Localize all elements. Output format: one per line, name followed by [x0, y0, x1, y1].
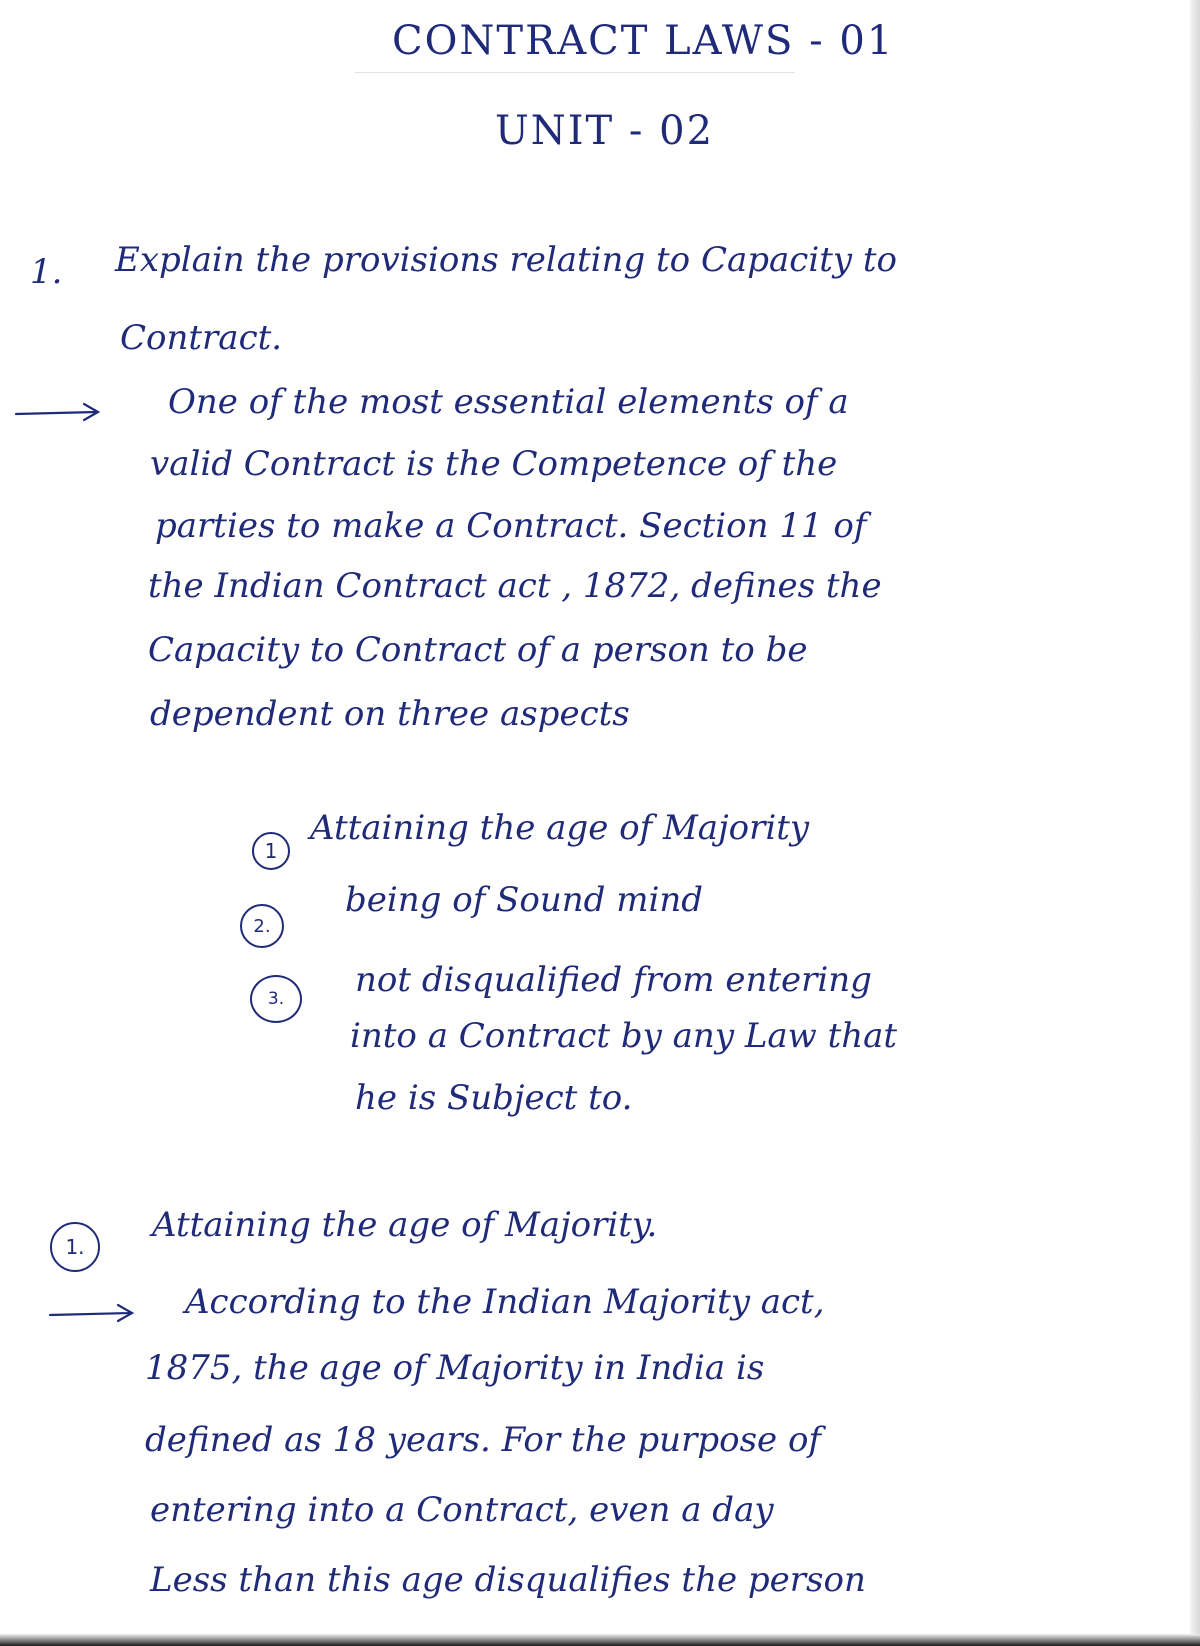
aspect-3-line-2: into a Contract by any Law that [350, 1016, 898, 1056]
page-title: CONTRACT LAWS - 01 [392, 18, 895, 64]
section-1-line-4: entering into a Contract, even a day [150, 1490, 774, 1530]
answer-arrow-icon [14, 400, 104, 424]
page-bottom-shadow [0, 1634, 1200, 1646]
question-line-2: Contract. [120, 318, 283, 358]
section-1-line-1: According to the Indian Majority act, [185, 1282, 825, 1322]
title-divider [355, 72, 795, 73]
section-arrow-icon [48, 1302, 138, 1326]
section-1-line-3: defined as 18 years. For the purpose of [145, 1420, 821, 1460]
aspect-marker-3: 3. [250, 975, 302, 1023]
aspect-marker-2: 2. [240, 904, 284, 948]
answer-line-1: One of the most essential elements of a [168, 382, 849, 422]
page-edge-shadow [1190, 0, 1200, 1646]
answer-line-3: parties to make a Contract. Section 11 of [155, 506, 867, 546]
section-1-heading: Attaining the age of Majority. [152, 1205, 658, 1245]
section-1-line-2: 1875, the age of Majority in India is [145, 1348, 765, 1388]
answer-line-4: the Indian Contract act , 1872, defines the [148, 566, 882, 606]
question-line-1: Explain the provisions relating to Capacity to [115, 240, 897, 280]
aspect-marker-1: 1 [252, 832, 290, 870]
question-number: 1. [30, 252, 63, 292]
unit-heading: UNIT - 02 [495, 108, 715, 154]
answer-line-5: Capacity to Contract of a person to be [148, 630, 808, 670]
aspect-3-line-3: he is Subject to. [355, 1078, 633, 1118]
answer-line-6: dependent on three aspects [150, 694, 630, 734]
answer-line-2: valid Contract is the Competence of the [150, 444, 838, 484]
aspect-2-text: being of Sound mind [345, 880, 703, 920]
aspect-1-text: Attaining the age of Majority [310, 808, 810, 848]
section-1-line-5: Less than this age disqualifies the person [150, 1560, 866, 1600]
section-marker-1: 1. [50, 1222, 100, 1272]
aspect-3-line-1: not disqualified from entering [355, 960, 872, 1000]
